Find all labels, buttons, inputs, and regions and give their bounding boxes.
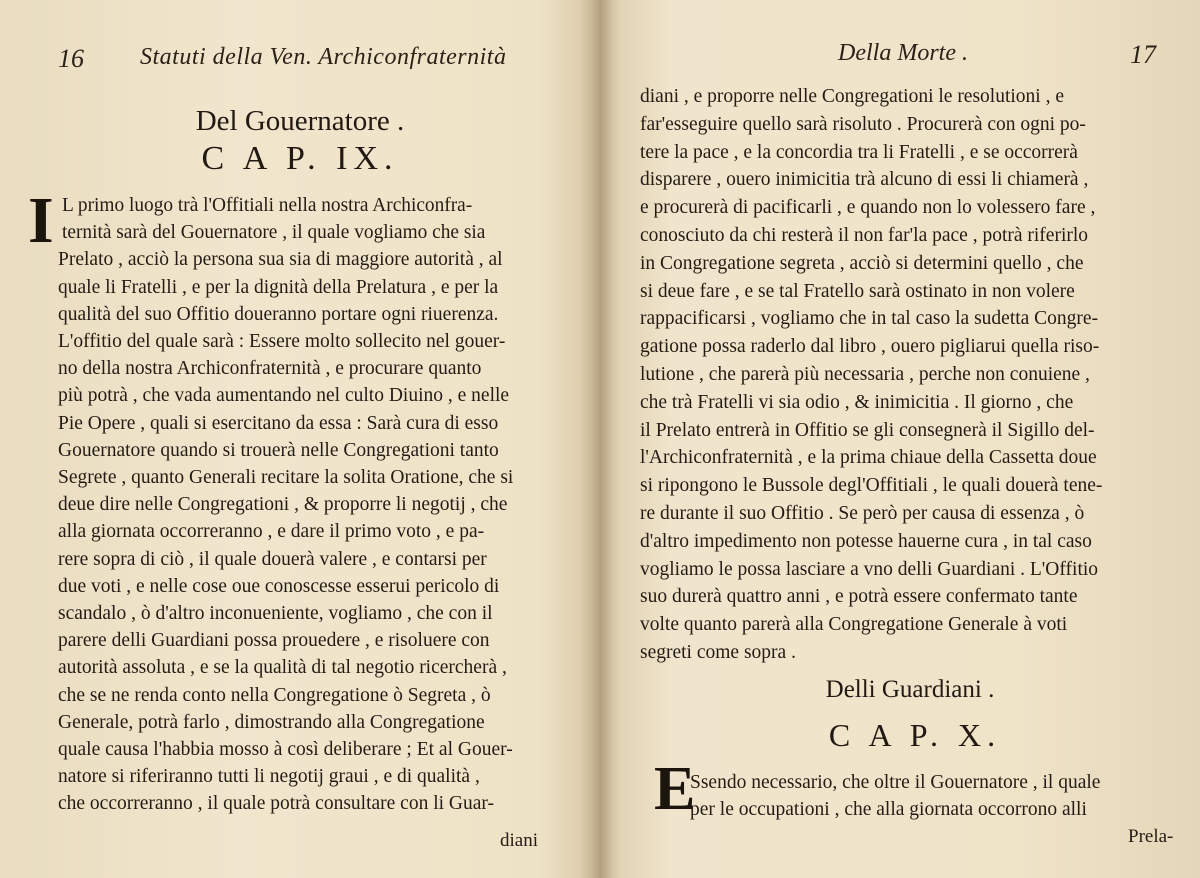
- text-line: re durante il suo Offitio . Se però per causa di essenza , ò: [640, 503, 1085, 524]
- text-line: più potrà , che vada aumentando nel culto Diuino , e nelle: [58, 385, 510, 407]
- left-page-number: 16: [58, 44, 84, 73]
- left-running-head: Statuti della Ven. Archiconfraternità: [140, 44, 507, 70]
- text-line: Generale, potrà farlo , dimostrando alla Congregatione: [58, 711, 485, 733]
- left-catchword: diani: [500, 830, 538, 851]
- right-page: [600, 0, 1200, 878]
- text-line: si ripongono le Bussole degl'Offitiali , le quali douerà tene-: [640, 475, 1103, 497]
- left-page: [0, 0, 590, 878]
- text-line: l'Archiconfraternità , e la prima chiaue della Cassetta doue: [640, 447, 1097, 469]
- right-running-head: Della Morte .: [838, 40, 968, 66]
- text-line: deue dire nelle Congregationi , & proporre li negotij , che: [58, 494, 508, 516]
- text-line: due voti , e nelle cose oue conoscesse esserui pericolo di: [58, 575, 500, 597]
- text-line: rere sopra di ciò , il quale douerà valere , e contarsi per: [58, 548, 487, 570]
- right-catchword: Prela-: [1128, 826, 1174, 847]
- left-drop-cap: I: [28, 184, 54, 257]
- text-line: quale causa l'habbia mosso à così deliberare ; Et al Gouer-: [58, 739, 513, 760]
- text-line: si deue fare , e se tal Fratello sarà ostinato in non volere: [640, 280, 1075, 302]
- text-line: L'offitio del quale sarà : Essere molto sollecito nel gouer-: [58, 331, 506, 352]
- text-line: ternità sarà del Gouernatore , il quale vogliamo che sia: [62, 222, 486, 244]
- text-line: no della nostra Archiconfraternità , e procurare quanto: [58, 358, 482, 380]
- text-line: Ssendo necessario, che oltre il Gouernatore , il quale: [690, 772, 1101, 793]
- text-line: far'esseguire quello sarà risoluto . Procurerà con ogni po-: [640, 113, 1086, 135]
- text-line: Gouernatore quando si trouerà nelle Congregationi tanto: [58, 439, 499, 461]
- text-line: gatione possa raderlo dal libro , ouero pigliarui quella riso-: [640, 336, 1100, 358]
- text-line: che se ne renda conto nella Congregatione ò Segreta , ò: [58, 684, 491, 706]
- text-line: lutione , che parerà più necessaria , perche non conuiene ,: [640, 364, 1090, 385]
- text-line: il Prelato entrerà in Offitio se gli consegnerà il Sigillo del-: [640, 419, 1095, 441]
- text-line: che trà Fratelli vi sia odio , & inimicitia . Il giorno , che: [640, 391, 1074, 413]
- text-line: quale li Fratelli , e per la dignità della Prelatura , e per la: [58, 276, 499, 298]
- text-line: Segrete , quanto Generali recitare la solita Oratione, che si: [58, 467, 514, 488]
- left-chapter-heading: C A P. IX.: [201, 140, 399, 177]
- text-line: diani , e proporre nelle Congregationi le resolutioni , e: [640, 86, 1065, 107]
- text-line: che occorreranno , il quale potrà consultare con li Guar-: [58, 793, 494, 815]
- text-line: alla giornata occorreranno , e dare il primo voto , e pa-: [58, 521, 485, 543]
- right-chapter-heading: C A P. X.: [828, 717, 1002, 753]
- text-line: Prelato , acciò la persona sua sia di maggiore autorità , al: [58, 249, 503, 271]
- text-line: disparere , ouero inimicitia trà alcuno di essi li chiamerà ,: [640, 169, 1089, 191]
- text-line: natore si riferiranno tutti li negotij graui , e di qualità ,: [58, 766, 480, 788]
- text-line: per le occupationi , che alla giornata occorrono alli: [690, 799, 1087, 820]
- text-line: volte quanto parerà alla Congregatione Generale à voti: [640, 614, 1068, 636]
- text-line: tere la pace , e la concordia tra li Fratelli , e se occorrerà: [640, 141, 1078, 163]
- text-line: Pie Opere , quali si esercitano da essa : Sarà cura di esso: [58, 412, 499, 434]
- text-line: vogliamo le possa lasciare a vno delli Guardiani . L'Offitio: [640, 558, 1099, 580]
- right-page-number: 17: [1130, 40, 1156, 69]
- left-section-title: Del Gouernatore .: [195, 105, 405, 137]
- text-line: segreti come sopra .: [640, 642, 796, 663]
- text-line: rappacificarsi , vogliamo che in tal caso la sudetta Congre-: [640, 308, 1099, 330]
- text-line: suo durerà quattro anni , e potrà essere confermato tante: [640, 586, 1078, 608]
- right-section-title: Delli Guardiani .: [825, 676, 995, 703]
- text-line: L primo luogo trà l'Offitiali nella nostra Archiconfra-: [62, 195, 473, 216]
- text-line: e procurerà di pacificarli , e quando non lo volessero fare ,: [640, 197, 1096, 219]
- text-line: conosciuto da chi resterà il non far'la pace , potrà riferirlo: [640, 225, 1089, 246]
- text-line: parere delli Guardiani possa prouedere , e risoluere con: [58, 630, 490, 652]
- text-line: scandalo , ò d'altro inconueniente, vogliamo , che con il: [58, 603, 493, 624]
- right-drop-cap: E: [654, 755, 696, 823]
- text-line: autorità assoluta , e se la qualità di tal negotio ricercherà ,: [58, 657, 507, 679]
- text-line: d'altro impedimento non potesse hauerne cura , in tal caso: [640, 530, 1092, 552]
- text-line: qualità del suo Offitio doueranno portare ogni riuerenza.: [58, 303, 499, 325]
- text-line: in Congregatione segreta , acciò si determini quello , che: [640, 252, 1084, 274]
